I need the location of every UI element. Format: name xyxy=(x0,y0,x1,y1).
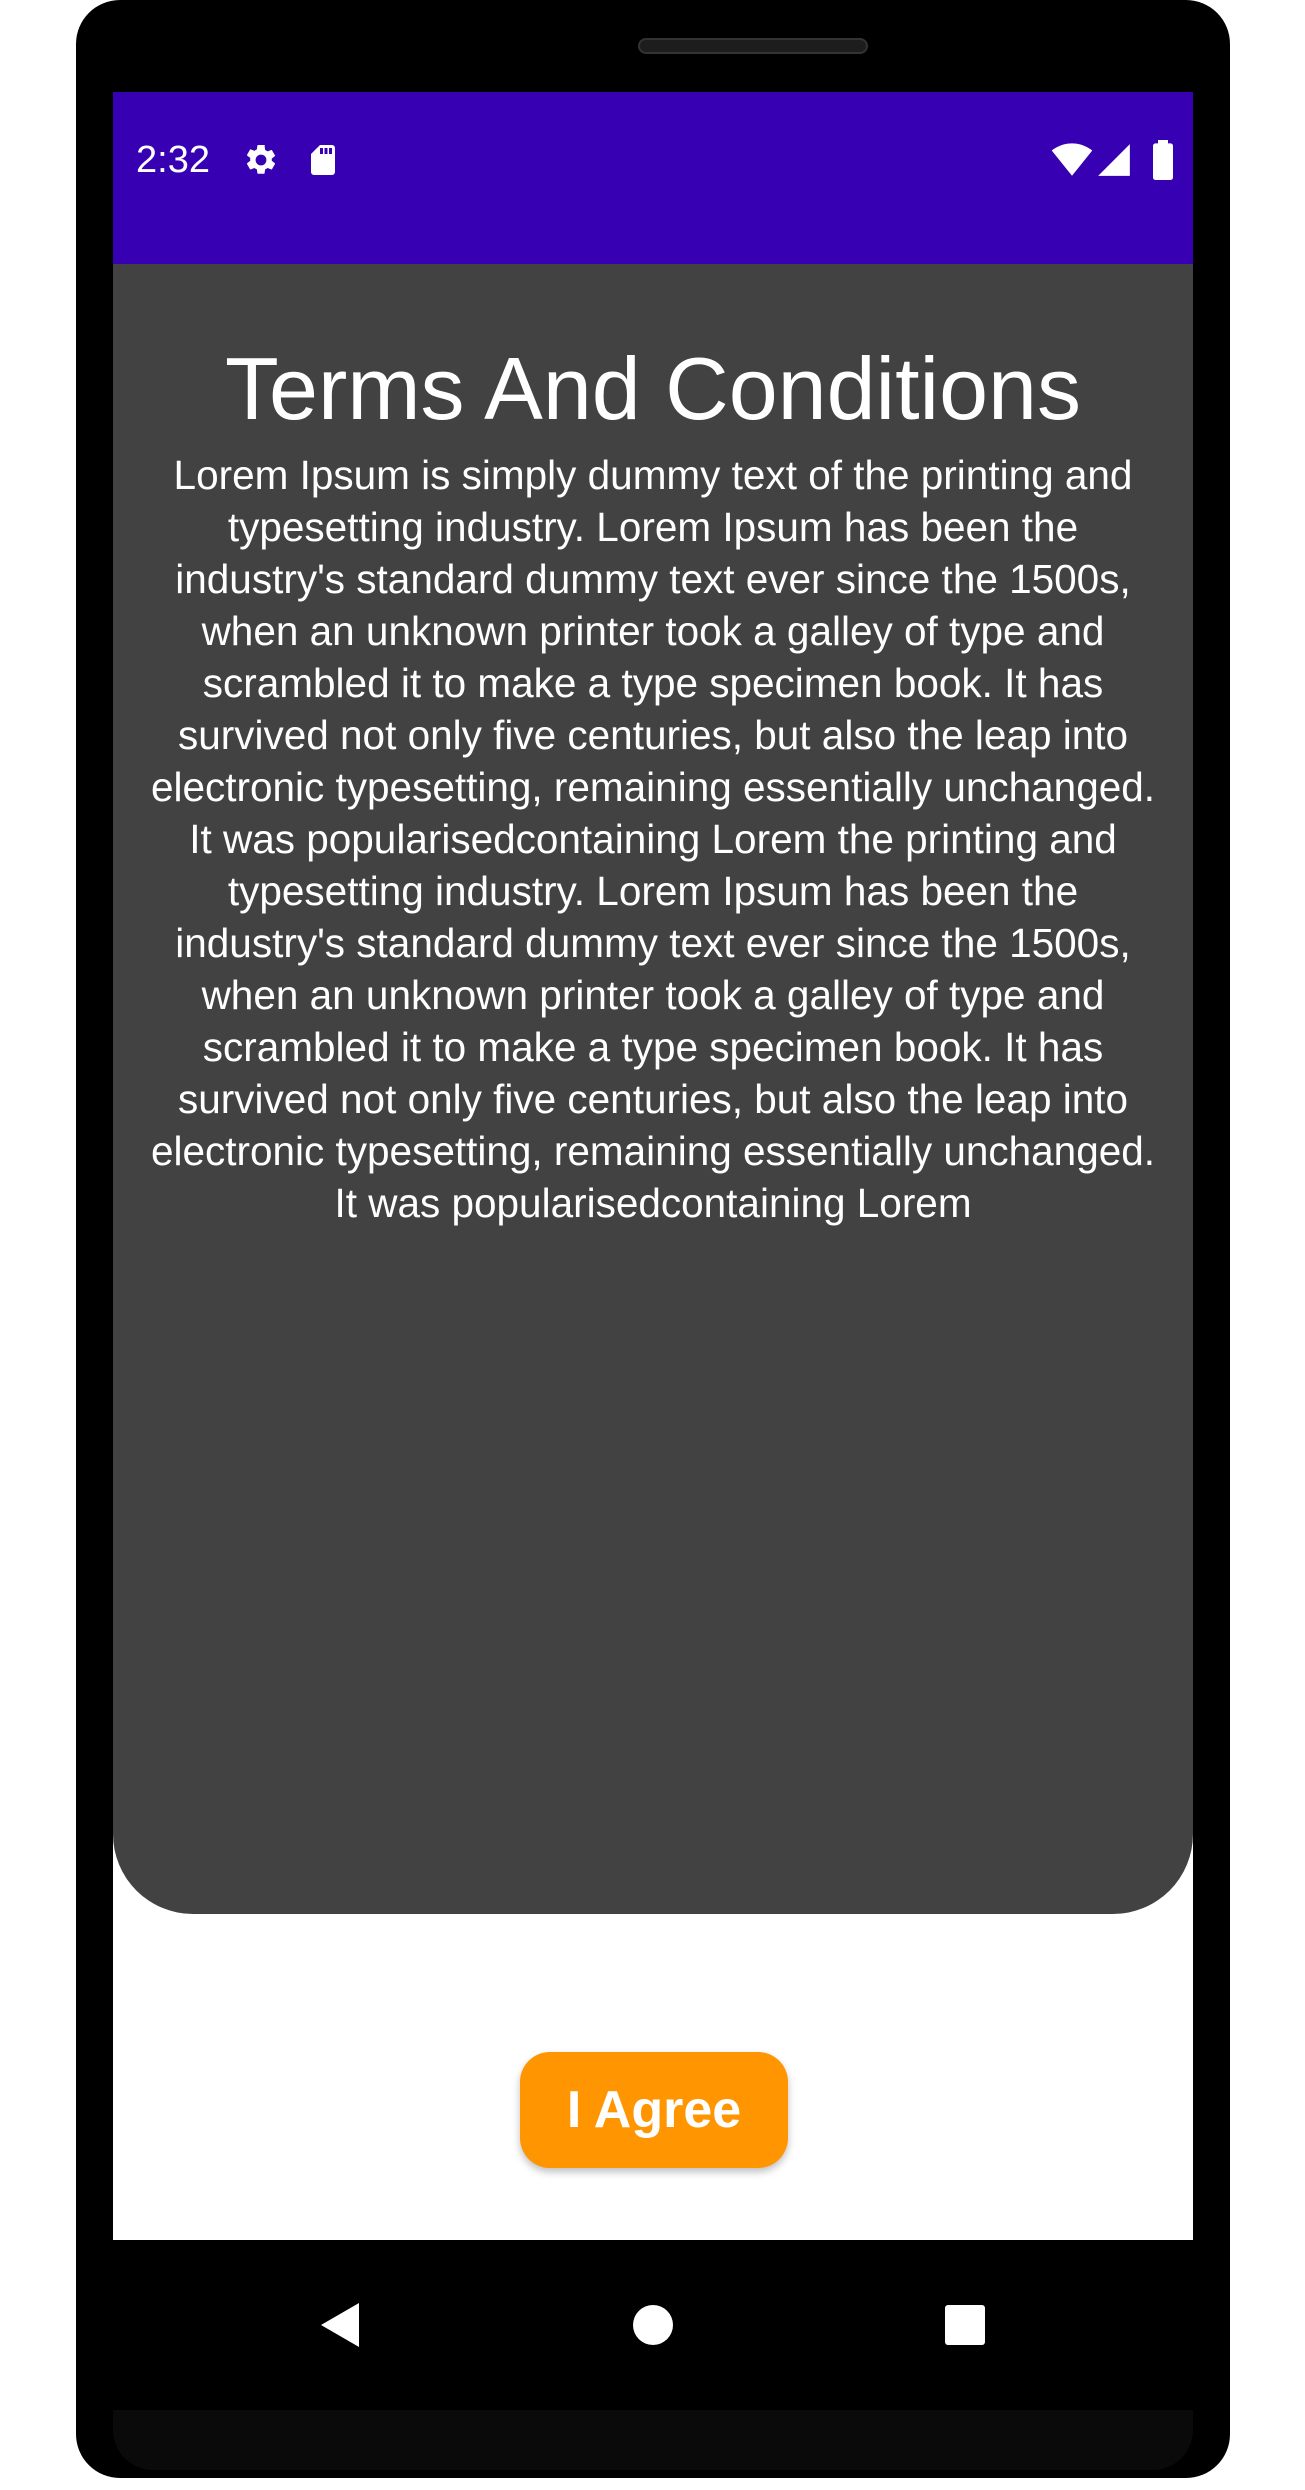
agree-button[interactable]: I Agree xyxy=(520,2052,788,2168)
status-bar xyxy=(113,92,1193,264)
app-screen xyxy=(113,92,1193,2240)
navigation-bar xyxy=(113,2240,1193,2410)
sd-card-icon xyxy=(305,142,341,178)
home-icon[interactable] xyxy=(613,2285,693,2365)
wifi-icon xyxy=(1051,139,1093,181)
speaker-grille xyxy=(638,38,868,54)
terms-body-text: Lorem Ipsum is simply dummy text of the printing and typesetting industry. Lorem Ipsum has been the industry's standard dummy text ever since the 1500s, when an unknown printer took a galley of type and scrambled it to make a type specimen book. It has survived not only five centuries, but also the leap into electronic typesetting, remaining essentially unchanged. It was popularisedcontaining Lorem the printing and typesetting industry. Lorem Ipsum has been the industry's standard dummy text ever since the 1500s, when an unknown printer took a galley of type and scrambled it to make a type specimen book. It has survived not only five centuries, but also the leap into electronic typesetting, remaining essentially unchanged. It was popularisedcontaining Lorem xyxy=(150,452,1156,1226)
device-chin xyxy=(113,2410,1193,2470)
page-title: Terms And Conditions xyxy=(225,339,1081,438)
gear-icon xyxy=(243,142,279,178)
recents-icon[interactable] xyxy=(925,2285,1005,2365)
back-icon[interactable] xyxy=(301,2285,381,2365)
battery-icon xyxy=(1149,140,1177,180)
cell-signal-icon xyxy=(1095,141,1133,179)
status-time: 2:32 xyxy=(136,139,210,181)
terms-panel xyxy=(113,264,1193,1914)
